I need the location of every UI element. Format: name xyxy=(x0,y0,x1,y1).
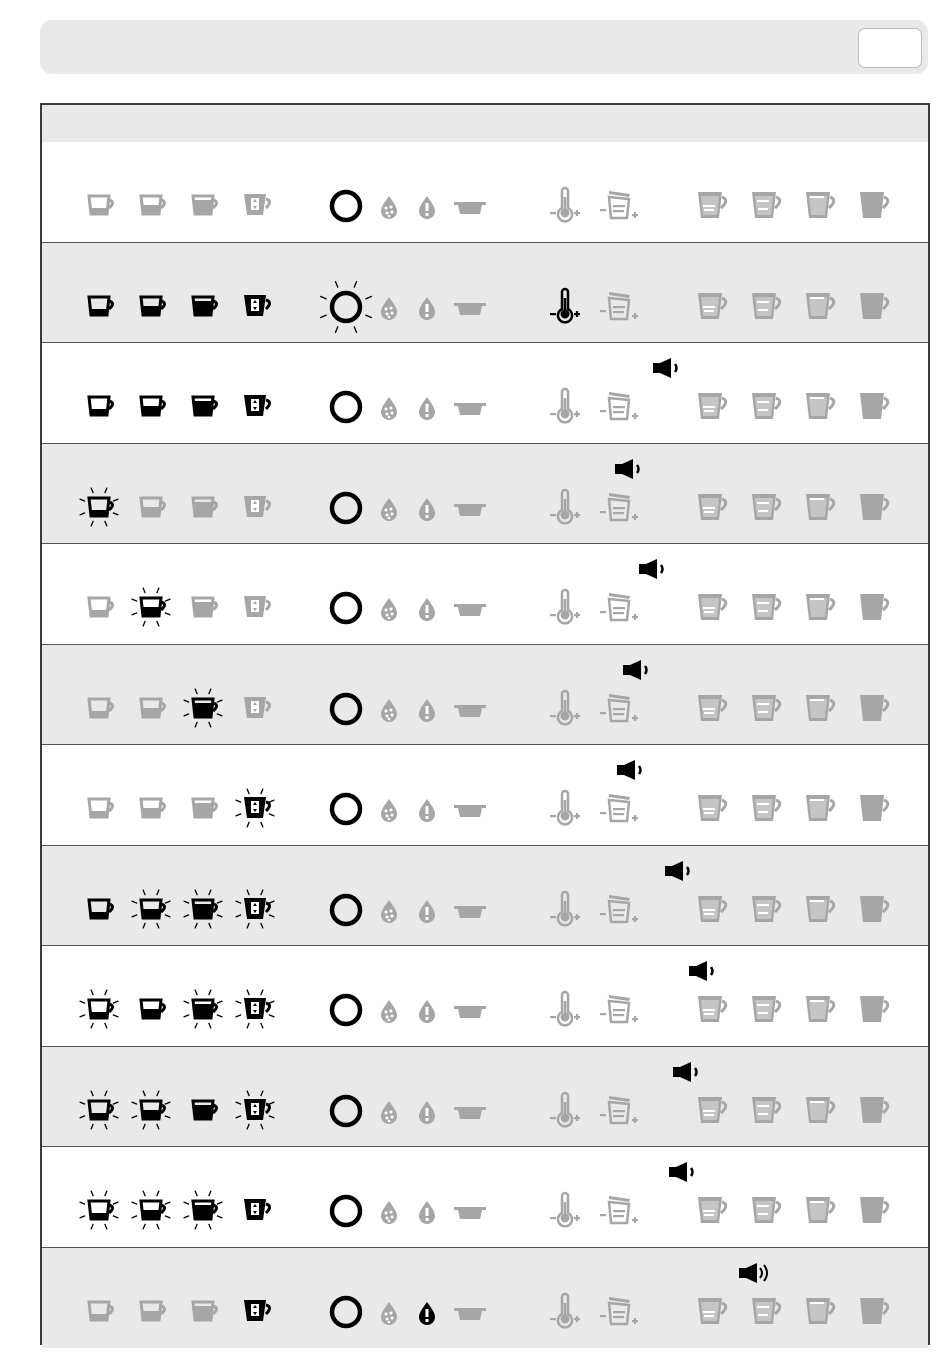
level-2-cup-icon xyxy=(746,590,786,624)
speaker-icon xyxy=(672,1061,704,1083)
power-ring-icon xyxy=(328,289,364,325)
big-cup-icon xyxy=(238,393,274,421)
header-bar xyxy=(40,20,928,74)
table-row xyxy=(42,645,928,746)
level-2-cup-icon xyxy=(746,1294,786,1328)
descale-drop-icon xyxy=(378,1099,400,1125)
coffee-strength-icon xyxy=(598,1294,642,1328)
temperature-icon xyxy=(546,992,586,1026)
alarm-drop-icon xyxy=(416,998,438,1024)
coffee-strength-icon xyxy=(598,791,642,825)
alarm-drop-icon xyxy=(416,697,438,723)
power-ring-icon xyxy=(328,691,364,727)
espresso-cup-icon xyxy=(134,996,170,1024)
table-row xyxy=(42,343,928,444)
big-cup-icon xyxy=(238,695,274,723)
descale-drop-icon xyxy=(378,998,400,1024)
descale-drop-icon xyxy=(378,898,400,924)
level-3-cup-icon xyxy=(800,590,840,624)
power-ring-icon xyxy=(328,1294,364,1330)
indicator-status-table xyxy=(40,103,930,1345)
power-ring-icon xyxy=(328,590,364,626)
drip-tray-icon xyxy=(452,1004,488,1020)
level-1-cup-icon xyxy=(692,389,732,423)
level-4-cup-icon xyxy=(854,1193,894,1227)
temperature-icon xyxy=(546,590,586,624)
big-cup-icon xyxy=(238,795,274,823)
power-ring-icon xyxy=(328,892,364,928)
drip-tray-icon xyxy=(452,904,488,920)
short-espresso-cup-icon xyxy=(82,996,118,1024)
drip-tray-icon xyxy=(452,1306,488,1322)
level-3-cup-icon xyxy=(800,389,840,423)
descale-drop-icon xyxy=(378,1300,400,1326)
big-cup-icon xyxy=(238,293,274,321)
espresso-cup-icon xyxy=(134,293,170,321)
short-espresso-cup-icon xyxy=(82,1298,118,1326)
short-espresso-cup-icon xyxy=(82,1097,118,1125)
long-coffee-cup-icon xyxy=(186,192,222,220)
drip-tray-icon xyxy=(452,1105,488,1121)
drip-tray-icon xyxy=(452,301,488,317)
temperature-icon xyxy=(546,1294,586,1328)
long-coffee-cup-icon xyxy=(186,494,222,522)
espresso-cup-icon xyxy=(134,1298,170,1326)
table-row xyxy=(42,1047,928,1148)
level-1-cup-icon xyxy=(692,590,732,624)
table-row xyxy=(42,444,928,545)
table-row xyxy=(42,1248,928,1349)
short-espresso-cup-icon xyxy=(82,594,118,622)
coffee-strength-icon xyxy=(598,691,642,725)
alarm-drop-icon xyxy=(416,797,438,823)
espresso-cup-icon xyxy=(134,192,170,220)
alarm-drop-icon xyxy=(416,898,438,924)
short-espresso-cup-icon xyxy=(82,393,118,421)
table-row xyxy=(42,142,928,243)
level-2-cup-icon xyxy=(746,691,786,725)
long-coffee-cup-icon xyxy=(186,293,222,321)
level-3-cup-icon xyxy=(800,1294,840,1328)
table-row xyxy=(42,1147,928,1248)
long-coffee-cup-icon xyxy=(186,1298,222,1326)
drip-tray-icon xyxy=(452,401,488,417)
coffee-strength-icon xyxy=(598,992,642,1026)
speaker-icon xyxy=(664,860,696,882)
drip-tray-icon xyxy=(452,703,488,719)
coffee-strength-icon xyxy=(598,1093,642,1127)
level-2-cup-icon xyxy=(746,289,786,323)
espresso-cup-icon xyxy=(134,1097,170,1125)
level-4-cup-icon xyxy=(854,691,894,725)
level-1-cup-icon xyxy=(692,490,732,524)
power-ring-icon xyxy=(328,389,364,425)
big-cup-icon xyxy=(238,896,274,924)
espresso-cup-icon xyxy=(134,494,170,522)
drip-tray-icon xyxy=(452,502,488,518)
level-2-cup-icon xyxy=(746,992,786,1026)
long-coffee-cup-icon xyxy=(186,1097,222,1125)
level-1-cup-icon xyxy=(692,691,732,725)
alarm-drop-icon xyxy=(416,194,438,220)
descale-drop-icon xyxy=(378,194,400,220)
level-1-cup-icon xyxy=(692,1294,732,1328)
level-4-cup-icon xyxy=(854,590,894,624)
temperature-icon xyxy=(546,892,586,926)
table-row xyxy=(42,544,928,645)
coffee-strength-icon xyxy=(598,389,642,423)
level-3-cup-icon xyxy=(800,490,840,524)
table-header-row xyxy=(42,105,928,144)
speaker-icon xyxy=(688,960,720,982)
level-2-cup-icon xyxy=(746,490,786,524)
power-ring-icon xyxy=(328,791,364,827)
short-espresso-cup-icon xyxy=(82,795,118,823)
alarm-drop-icon xyxy=(416,395,438,421)
table-row xyxy=(42,745,928,846)
level-4-cup-icon xyxy=(854,892,894,926)
level-4-cup-icon xyxy=(854,490,894,524)
alarm-drop-icon xyxy=(416,1199,438,1225)
big-cup-icon xyxy=(238,1298,274,1326)
descale-drop-icon xyxy=(378,596,400,622)
level-3-cup-icon xyxy=(800,992,840,1026)
long-coffee-cup-icon xyxy=(186,594,222,622)
level-3-cup-icon xyxy=(800,1193,840,1227)
level-3-cup-icon xyxy=(800,188,840,222)
level-4-cup-icon xyxy=(854,791,894,825)
espresso-cup-icon xyxy=(134,896,170,924)
page-number-box xyxy=(858,28,922,68)
speaker-icon xyxy=(622,659,654,681)
big-cup-icon xyxy=(238,1197,274,1225)
espresso-cup-icon xyxy=(134,594,170,622)
table-row xyxy=(42,243,928,344)
coffee-strength-icon xyxy=(598,1193,642,1227)
speaker-icon xyxy=(616,759,648,781)
power-ring-icon xyxy=(328,1093,364,1129)
big-cup-icon xyxy=(238,494,274,522)
short-espresso-cup-icon xyxy=(82,695,118,723)
table-row xyxy=(42,946,928,1047)
speaker-icon xyxy=(638,558,670,580)
drip-tray-icon xyxy=(452,200,488,216)
level-1-cup-icon xyxy=(692,289,732,323)
short-espresso-cup-icon xyxy=(82,1197,118,1225)
short-espresso-cup-icon xyxy=(82,494,118,522)
big-cup-icon xyxy=(238,1097,274,1125)
long-coffee-cup-icon xyxy=(186,996,222,1024)
descale-drop-icon xyxy=(378,1199,400,1225)
power-ring-icon xyxy=(328,1193,364,1229)
big-cup-icon xyxy=(238,996,274,1024)
coffee-strength-icon xyxy=(598,892,642,926)
level-3-cup-icon xyxy=(800,892,840,926)
power-ring-icon xyxy=(328,992,364,1028)
descale-drop-icon xyxy=(378,797,400,823)
level-2-cup-icon xyxy=(746,791,786,825)
coffee-strength-icon xyxy=(598,490,642,524)
coffee-strength-icon xyxy=(598,188,642,222)
power-ring-icon xyxy=(328,490,364,526)
espresso-cup-icon xyxy=(134,393,170,421)
long-coffee-cup-icon xyxy=(186,795,222,823)
speaker-icon xyxy=(614,458,646,480)
temperature-icon xyxy=(546,691,586,725)
level-1-cup-icon xyxy=(692,188,732,222)
alarm-drop-icon xyxy=(416,1300,438,1326)
speaker-icon xyxy=(738,1262,770,1284)
alarm-drop-icon xyxy=(416,1099,438,1125)
espresso-cup-icon xyxy=(134,695,170,723)
long-coffee-cup-icon xyxy=(186,1197,222,1225)
temperature-icon xyxy=(546,188,586,222)
temperature-icon xyxy=(546,389,586,423)
level-1-cup-icon xyxy=(692,892,732,926)
short-espresso-cup-icon xyxy=(82,192,118,220)
short-espresso-cup-icon xyxy=(82,293,118,321)
level-1-cup-icon xyxy=(692,1193,732,1227)
descale-drop-icon xyxy=(378,395,400,421)
alarm-drop-icon xyxy=(416,496,438,522)
drip-tray-icon xyxy=(452,803,488,819)
big-cup-icon xyxy=(238,594,274,622)
drip-tray-icon xyxy=(452,1205,488,1221)
descale-drop-icon xyxy=(378,697,400,723)
level-4-cup-icon xyxy=(854,1093,894,1127)
power-ring-icon xyxy=(328,188,364,224)
level-2-cup-icon xyxy=(746,188,786,222)
level-2-cup-icon xyxy=(746,1093,786,1127)
level-1-cup-icon xyxy=(692,992,732,1026)
espresso-cup-icon xyxy=(134,1197,170,1225)
speaker-icon xyxy=(652,357,684,379)
level-1-cup-icon xyxy=(692,791,732,825)
temperature-icon xyxy=(546,289,586,323)
level-3-cup-icon xyxy=(800,691,840,725)
coffee-strength-icon xyxy=(598,289,642,323)
coffee-strength-icon xyxy=(598,590,642,624)
long-coffee-cup-icon xyxy=(186,695,222,723)
level-4-cup-icon xyxy=(854,188,894,222)
espresso-cup-icon xyxy=(134,795,170,823)
level-3-cup-icon xyxy=(800,1093,840,1127)
temperature-icon xyxy=(546,791,586,825)
level-1-cup-icon xyxy=(692,1093,732,1127)
big-cup-icon xyxy=(238,192,274,220)
speaker-icon xyxy=(668,1161,700,1183)
level-3-cup-icon xyxy=(800,791,840,825)
level-4-cup-icon xyxy=(854,389,894,423)
drip-tray-icon xyxy=(452,602,488,618)
short-espresso-cup-icon xyxy=(82,896,118,924)
level-4-cup-icon xyxy=(854,992,894,1026)
level-2-cup-icon xyxy=(746,389,786,423)
temperature-icon xyxy=(546,1093,586,1127)
descale-drop-icon xyxy=(378,295,400,321)
level-2-cup-icon xyxy=(746,892,786,926)
level-2-cup-icon xyxy=(746,1193,786,1227)
temperature-icon xyxy=(546,1193,586,1227)
long-coffee-cup-icon xyxy=(186,393,222,421)
descale-drop-icon xyxy=(378,496,400,522)
alarm-drop-icon xyxy=(416,295,438,321)
level-3-cup-icon xyxy=(800,289,840,323)
level-4-cup-icon xyxy=(854,1294,894,1328)
temperature-icon xyxy=(546,490,586,524)
level-4-cup-icon xyxy=(854,289,894,323)
table-row xyxy=(42,846,928,947)
long-coffee-cup-icon xyxy=(186,896,222,924)
alarm-drop-icon xyxy=(416,596,438,622)
